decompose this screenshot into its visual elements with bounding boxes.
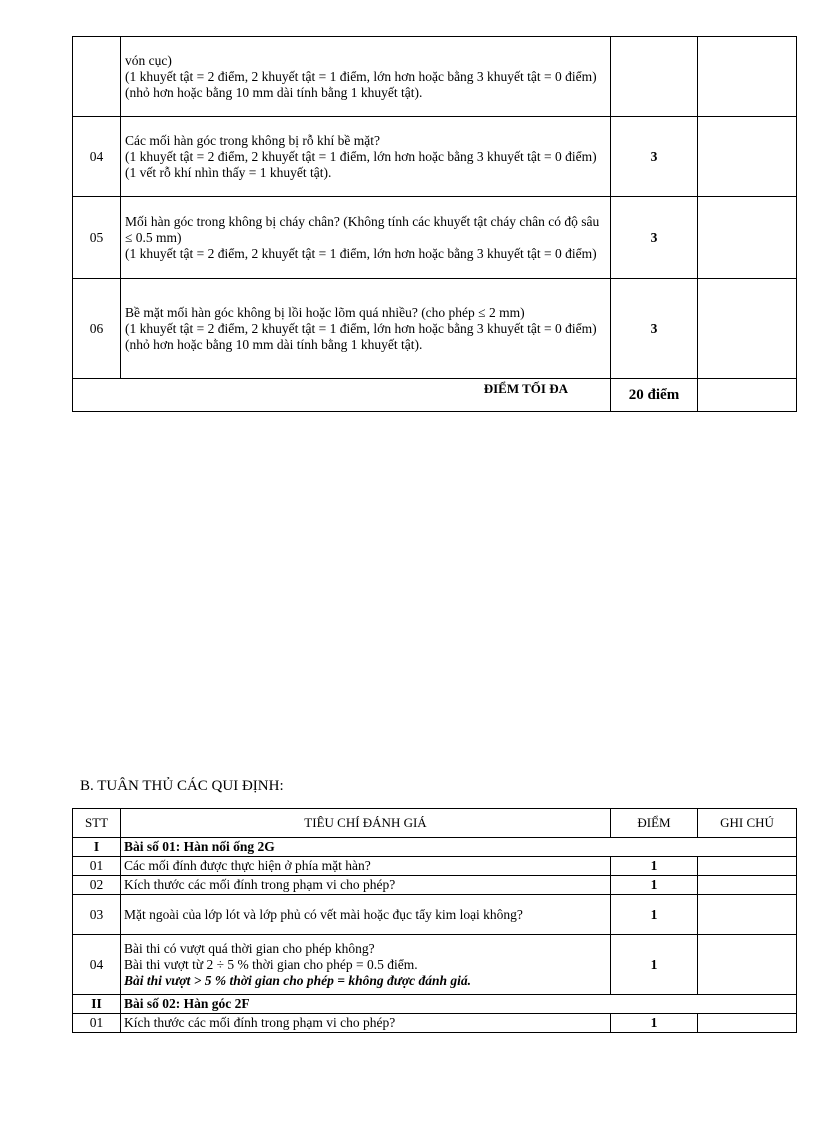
score-cell: 1 xyxy=(611,857,698,876)
row-number: 06 xyxy=(73,279,121,379)
criteria-line-emphasis: Bài thi vượt > 5 % thời gian cho phép = không được đánh giá. xyxy=(124,972,471,988)
row-number: 01 xyxy=(73,857,121,876)
score-cell: 1 xyxy=(611,1014,698,1033)
criteria-line: Bài thi có vượt quá thời gian cho phép không? xyxy=(124,940,375,956)
group-title: Bài số 02: Hàn góc 2F xyxy=(121,995,797,1014)
table-row xyxy=(73,279,797,379)
table-row xyxy=(73,197,797,279)
criteria-cell: Các mối đính được thực hiện ở phía mặt hàn? xyxy=(121,857,611,876)
score-cell xyxy=(611,37,698,117)
total-value: 20 điểm xyxy=(611,379,698,412)
note-cell xyxy=(698,1014,797,1033)
note-cell xyxy=(698,37,797,117)
criteria-cell: Bề mặt mối hàn góc không bị lồi hoặc lõm quá nhiều? (cho phép ≤ 2 mm) (1 khuyết tật = 2 điểm, 2 khuyết tật = 1 điểm, lớn hơn hoặc bằng 3 khuyết tật = 0 điểm) (nhỏ hơn hoặc bằng 10 mm dài tính bằng 1 khuyết tật). xyxy=(121,279,611,379)
note-cell xyxy=(698,935,797,995)
row-number: 04 xyxy=(73,117,121,197)
row-number: 03 xyxy=(73,895,121,935)
header-criteria: TIÊU CHÍ ĐÁNH GIÁ xyxy=(121,809,611,838)
table-row xyxy=(73,1014,797,1033)
row-number: 04 xyxy=(73,935,121,995)
header-stt: STT xyxy=(73,809,121,838)
note-cell xyxy=(698,876,797,895)
criteria-cell xyxy=(121,935,611,995)
group-title: Bài số 01: Hàn nối ống 2G xyxy=(121,838,797,857)
row-number: 05 xyxy=(73,197,121,279)
note-cell xyxy=(698,895,797,935)
criteria-cell: Các mối hàn góc trong không bị rỗ khí bề mặt? (1 khuyết tật = 2 điểm, 2 khuyết tật = 1 điểm, lớn hơn hoặc bằng 3 khuyết tật = 0 điểm) (1 vết rỗ khí nhìn thấy = 1 khuyết tật). xyxy=(121,117,611,197)
criteria-cell: Kích thước các mối đính trong phạm vi cho phép? xyxy=(121,876,611,895)
criteria-line: Bài thi vượt từ 2 ÷ 5 % thời gian cho phép = 0.5 điểm. xyxy=(124,956,418,972)
section-b-title: B. TUÂN THỦ CÁC QUI ĐỊNH: xyxy=(80,778,284,794)
table-row xyxy=(73,895,797,935)
group-header-row xyxy=(73,838,797,857)
group-header-row xyxy=(73,995,797,1014)
header-score: ĐIỂM xyxy=(611,809,698,838)
header-note: GHI CHÚ xyxy=(698,809,797,838)
table-row xyxy=(73,857,797,876)
row-number: 01 xyxy=(73,1014,121,1033)
table-row xyxy=(73,876,797,895)
score-cell: 1 xyxy=(611,895,698,935)
score-cell: 3 xyxy=(611,279,698,379)
row-number xyxy=(73,37,121,117)
table-row xyxy=(73,117,797,197)
note-cell xyxy=(698,117,797,197)
total-row xyxy=(73,379,797,412)
group-number: I xyxy=(73,838,121,857)
compliance-table xyxy=(72,808,797,1033)
total-label: ĐIỂM TỐI ĐA xyxy=(73,379,611,412)
note-cell xyxy=(698,279,797,379)
table-header-row xyxy=(73,809,797,838)
row-number: 02 xyxy=(73,876,121,895)
criteria-cell: Mặt ngoài của lớp lót và lớp phủ có vết mài hoặc đục tẩy kim loại không? xyxy=(121,895,611,935)
score-cell: 1 xyxy=(611,876,698,895)
criteria-cell: vón cục) (1 khuyết tật = 2 điểm, 2 khuyết tật = 1 điểm, lớn hơn hoặc bằng 3 khuyết tật = 0 điểm) (nhỏ hơn hoặc bằng 10 mm dài tính bằng 1 khuyết tật). xyxy=(121,37,611,117)
score-cell: 1 xyxy=(611,935,698,995)
note-cell xyxy=(698,379,797,412)
score-cell: 3 xyxy=(611,197,698,279)
criteria-cell: Mối hàn góc trong không bị cháy chân? (Không tính các khuyết tật cháy chân có độ sâu ≤ 0.5 mm) (1 khuyết tật = 2 điểm, 2 khuyết tật = 1 điểm, lớn hơn hoặc bằng 3 khuyết tật = 0 điểm) xyxy=(121,197,611,279)
scoring-table-a xyxy=(72,36,797,412)
table-row xyxy=(73,37,797,117)
criteria-cell: Kích thước các mối đính trong phạm vi cho phép? xyxy=(121,1014,611,1033)
table-row xyxy=(73,935,797,995)
score-cell: 3 xyxy=(611,117,698,197)
note-cell xyxy=(698,857,797,876)
note-cell xyxy=(698,197,797,279)
group-number: II xyxy=(73,995,121,1014)
